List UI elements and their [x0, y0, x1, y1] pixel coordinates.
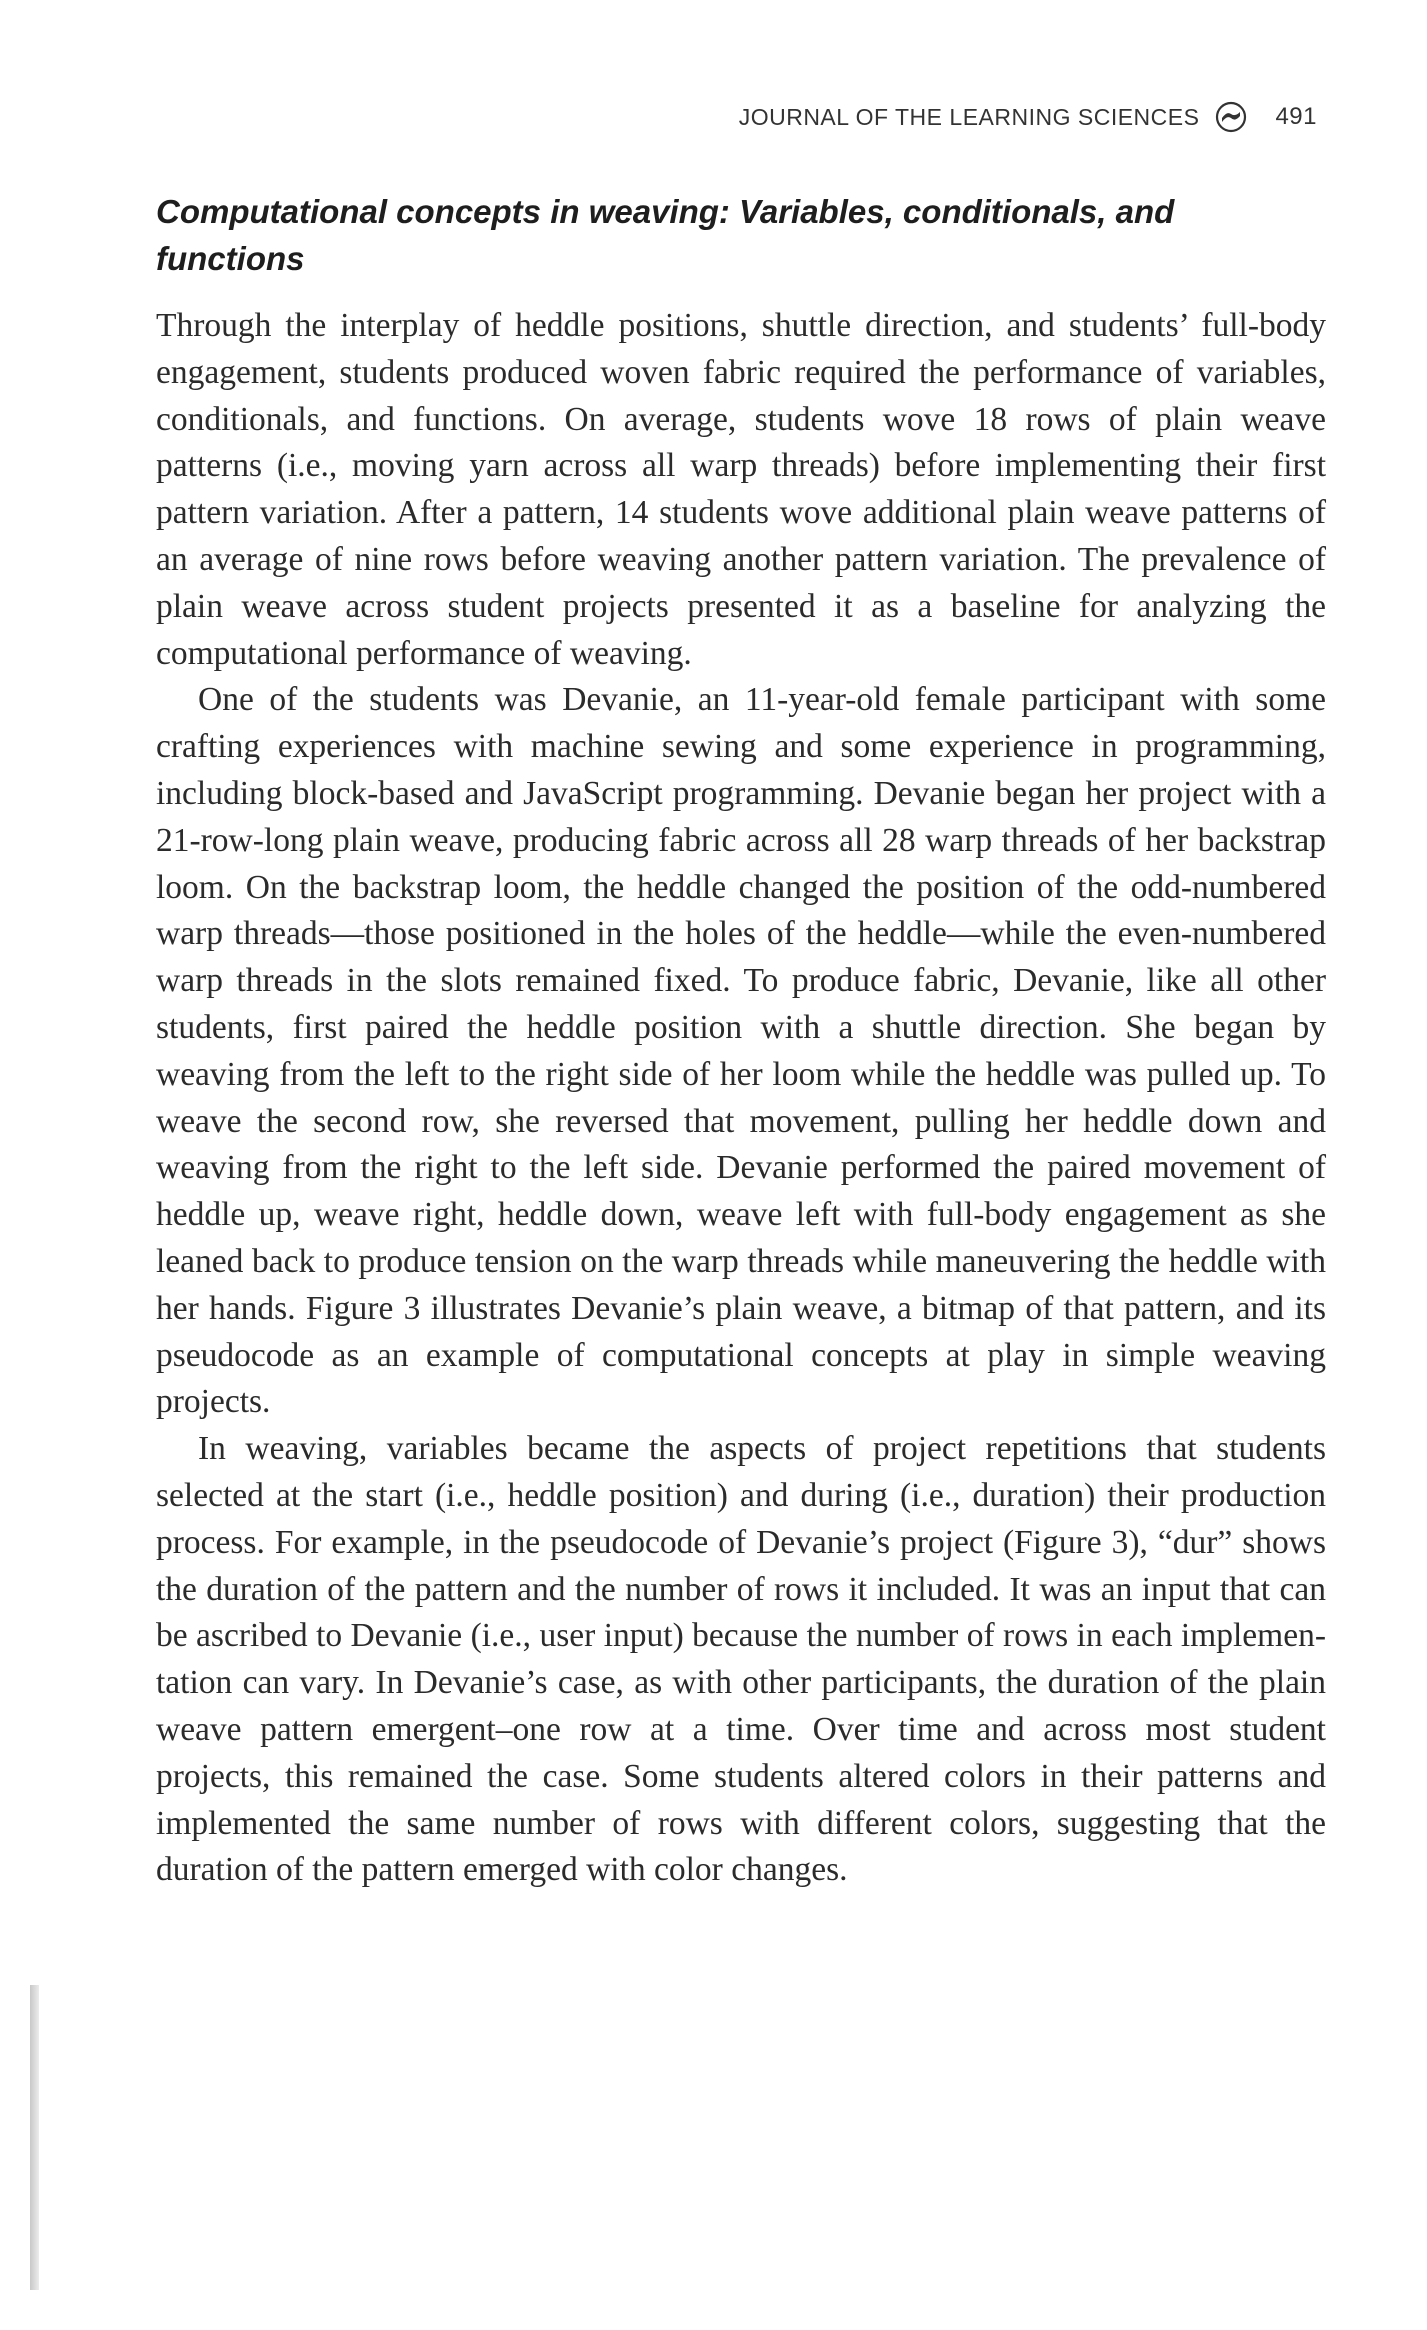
paragraph-2: One of the students was Devanie, an 11-year-old female participant with some crafting experiences with machine sewing and some experience in programming, including block-based and JavaScript programming. Devanie began her project with a 21-row-long plain weave, producing fabric across all 28 warp threads of her backstrap loom. On the backstrap loom, the heddle changed the position of the odd-numbered warp threads—those positioned in the holes of the heddle—while the even-numbered warp threads in the slots remained fixed. To produce fabric, Devanie, like all other students, first paired the heddle position with a shuttle direction. She began by weaving from the left to the right side of her loom while the heddle was pulled up. To weave the second row, she reversed that movement, pulling her heddle down and weaving from the right to the left side. Devanie performed the paired movement of heddle up, weave right, heddle down, weave left with full-body engagement as she leaned back to produce tension on the warp threads while maneuvering the heddle with her hands. Figure 3 illustrates Devanie’s plain weave, a bitmap of that pattern, and its pseudocode as an example of computational concepts at play in simple weaving projects.: [156, 681, 1326, 1421]
section-heading: Computational concepts in weaving: Variables, conditionals, and functions: [156, 193, 1175, 277]
paragraph-3: In weaving, variables became the aspects of project repetitions that students selected at the start (i.e., heddle position) and during (i.e., duration) their production process. For example, in the pseudocode of Devanie’s project (Figure 3), “dur” shows the duration of the pattern and the number of rows it included. It was an input that can be ascribed to Devanie (i.e., user input) because the number of rows in each implementation can vary. In Devanie’s case, as with other participants, the duration of the plain weave pattern emergent–one row at a time. Over time and across most student projects, this remained the case. Some students altered colors in their patterns and implemented the same number of rows with different colors, suggesting that the duration of the pattern emerged with color changes.: [156, 1430, 1326, 1889]
paragraph-1: Through the interplay of heddle positions, shuttle direction, and students’ full-body engagement, students produced woven fabric required the performance of variables, conditionals, and functions. On average, students wove 18 rows of plain weave patterns (i.e., moving yarn across all warp threads) before implementing their first pattern variation. After a pattern, 14 students wove additional plain weave patterns of an average of nine rows before weaving another pattern variation. The prevalence of plain weave across student projects presented it as a baseline for analyzing the computational performance of weaving.: [156, 307, 1326, 672]
body-text: [156, 303, 1326, 1894]
running-head: [739, 101, 1317, 133]
scan-edge-shadow: [30, 1985, 39, 2290]
journal-name: JOURNAL OF THE LEARNING SCIENCES: [738, 103, 1200, 130]
journal-logo-icon: [1215, 101, 1247, 133]
page-number: 491: [1275, 103, 1317, 130]
